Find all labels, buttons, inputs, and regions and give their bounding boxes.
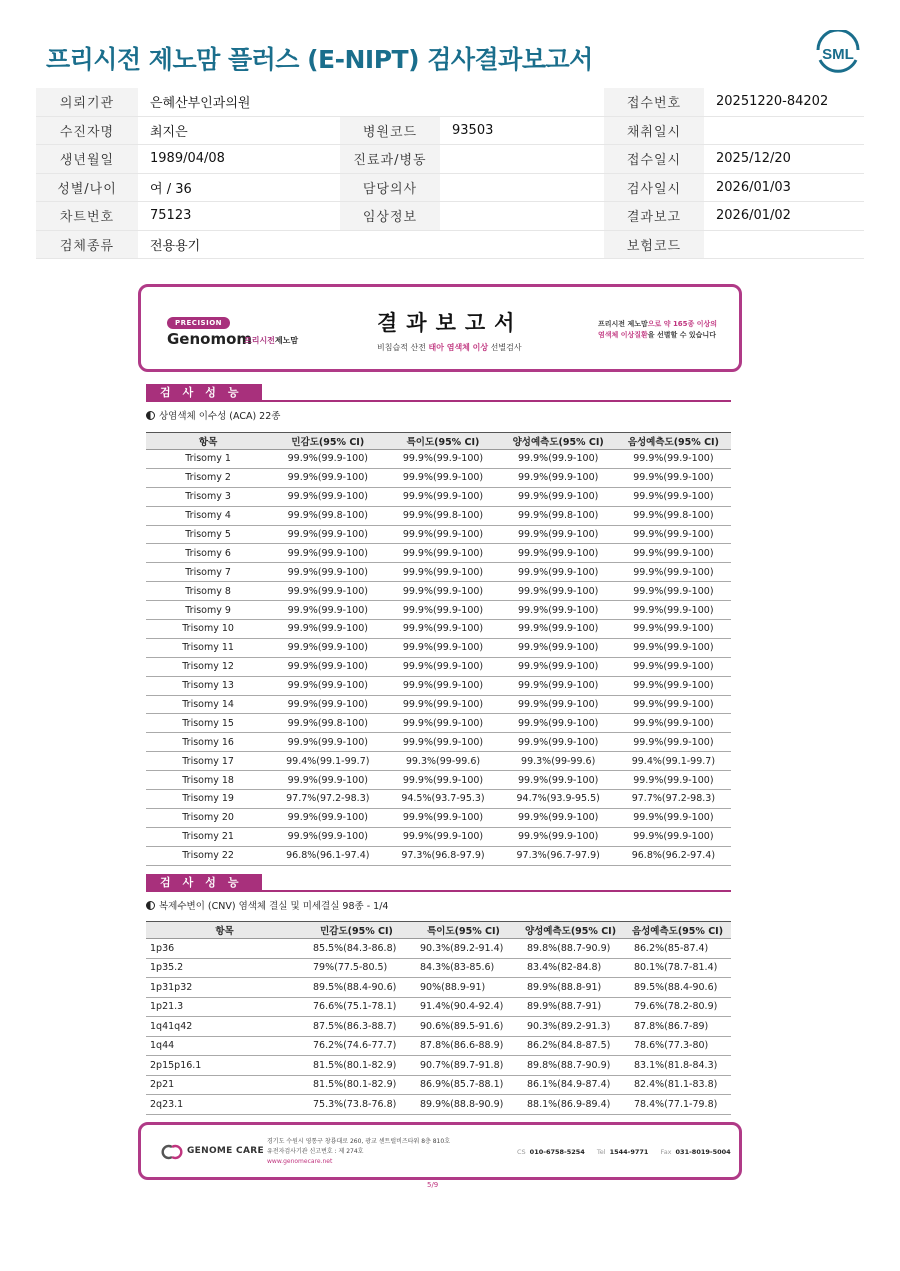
value-cell: 78.6%(77.3-80): [624, 1036, 731, 1056]
value-cell: 99.9%(99.9-100): [616, 676, 731, 695]
column-header: 음성예측도(95% CI): [624, 922, 731, 939]
value-cell: 99.9%(99.9-100): [616, 620, 731, 639]
info-value: 2026/01/03: [716, 179, 791, 195]
item-name-cell: Trisomy 17: [146, 752, 270, 771]
value-cell: 99.9%(99.9-100): [385, 638, 500, 657]
info-value: 전용용기: [150, 238, 201, 254]
value-cell: 99.9%(99.9-100): [616, 638, 731, 657]
info-row: [36, 174, 864, 203]
item-name-cell: Trisomy 9: [146, 601, 270, 620]
value-cell: 99.9%(99.8-100): [501, 506, 616, 525]
value-cell: 97.7%(97.2-98.3): [616, 790, 731, 809]
value-cell: 87.8%(86.7-89): [624, 1017, 731, 1037]
item-name-cell: Trisomy 13: [146, 676, 270, 695]
value-cell: 99.9%(99.9-100): [501, 450, 616, 469]
value-cell: 81.5%(80.1-82.9): [303, 1056, 410, 1076]
value-cell: 99.9%(99.9-100): [270, 808, 385, 827]
value-cell: 86.9%(85.7-88.1): [410, 1075, 517, 1095]
item-name-cell: 2q23.1: [146, 1095, 303, 1115]
footer-address: 경기도 수원시 영통구 창룡대로 260, 광교 센트럴비즈타워 8층 810호 유전자검사기관 신고번호 : 제 274호 www.genomecare.net: [267, 1138, 450, 1165]
table-row: [146, 563, 731, 582]
value-cell: 78.4%(77.1-79.8): [624, 1095, 731, 1115]
value-cell: 99.9%(99.9-100): [616, 771, 731, 790]
value-cell: 99.9%(99.9-100): [616, 525, 731, 544]
item-name-cell: Trisomy 6: [146, 544, 270, 563]
info-row: [36, 145, 864, 174]
genome-care-name: GENOME CARE: [187, 1146, 264, 1156]
sml-logo-icon: [812, 30, 864, 76]
patient-info-table: [36, 88, 864, 259]
value-cell: 99.9%(99.9-100): [501, 487, 616, 506]
table-row: [146, 506, 731, 525]
section-header-aca: [146, 384, 731, 402]
value-cell: 99.9%(99.9-100): [270, 544, 385, 563]
column-header: 양성예측도(95% CI): [501, 433, 616, 450]
value-cell: 84.3%(83-85.6): [410, 958, 517, 978]
table-row: [146, 620, 731, 639]
item-name-cell: Trisomy 10: [146, 620, 270, 639]
table-row: [146, 676, 731, 695]
section-tag: 검사성능: [146, 384, 262, 402]
value-cell: 99.9%(99.9-100): [270, 620, 385, 639]
item-name-cell: Trisomy 7: [146, 563, 270, 582]
value-cell: 86.2%(85-87.4): [624, 939, 731, 959]
info-label: 수진자명: [36, 117, 138, 145]
report-footer: [138, 1122, 742, 1180]
footer-website[interactable]: www.genomecare.net: [267, 1158, 333, 1165]
table-row: [146, 733, 731, 752]
info-label: 담당의사: [340, 174, 440, 202]
value-cell: 99.9%(99.9-100): [385, 620, 500, 639]
item-name-cell: Trisomy 22: [146, 846, 270, 865]
half-circle-icon: [146, 411, 155, 420]
column-header: 특이도(95% CI): [385, 433, 500, 450]
value-cell: 76.6%(75.1-78.1): [303, 997, 410, 1017]
info-value: 최지은: [150, 124, 188, 140]
value-cell: 99.9%(99.9-100): [501, 582, 616, 601]
table-row: [146, 771, 731, 790]
value-cell: 99.9%(99.8-100): [270, 506, 385, 525]
info-value: [440, 231, 604, 259]
info-value: 은혜산부인과의원: [150, 96, 251, 112]
item-name-cell: 2p21: [146, 1075, 303, 1095]
item-name-cell: 1q44: [146, 1036, 303, 1056]
value-cell: 99.9%(99.9-100): [385, 601, 500, 620]
value-cell: 85.5%(84.3-86.8): [303, 939, 410, 959]
item-name-cell: Trisomy 20: [146, 808, 270, 827]
table-row: [146, 997, 731, 1017]
value-cell: 91.4%(90.4-92.4): [410, 997, 517, 1017]
info-label: [340, 88, 440, 116]
table-row: [146, 582, 731, 601]
cnv-performance-table: [146, 921, 731, 1115]
value-cell: 99.9%(99.9-100): [270, 563, 385, 582]
info-label: 병원코드: [340, 117, 440, 145]
value-cell: 90.3%(89.2-91.4): [410, 939, 517, 959]
value-cell: 99.9%(99.9-100): [501, 695, 616, 714]
table-row: [146, 1017, 731, 1037]
table-row: [146, 601, 731, 620]
item-name-cell: 1p31p32: [146, 978, 303, 998]
value-cell: 99.9%(99.9-100): [616, 544, 731, 563]
value-cell: 99.9%(99.9-100): [270, 468, 385, 487]
value-cell: 89.9%(88.7-91): [517, 997, 624, 1017]
table-row: [146, 525, 731, 544]
value-cell: 96.8%(96.1-97.4): [270, 846, 385, 865]
value-cell: 81.5%(80.1-82.9): [303, 1075, 410, 1095]
value-cell: 99.9%(99.9-100): [501, 657, 616, 676]
info-label: 생년월일: [36, 145, 138, 173]
value-cell: 99.9%(99.9-100): [270, 582, 385, 601]
value-cell: 99.9%(99.9-100): [616, 487, 731, 506]
info-value: 여 / 36: [150, 181, 192, 197]
table-row: [146, 695, 731, 714]
info-label: 검사일시: [604, 174, 704, 202]
genome-care-logo-icon: [161, 1144, 183, 1160]
item-name-cell: Trisomy 5: [146, 525, 270, 544]
value-cell: 99.9%(99.9-100): [616, 827, 731, 846]
value-cell: 99.9%(99.9-100): [385, 487, 500, 506]
item-name-cell: Trisomy 18: [146, 771, 270, 790]
item-name-cell: Trisomy 21: [146, 827, 270, 846]
value-cell: 99.9%(99.9-100): [270, 487, 385, 506]
genomom-sub: 프리시전제노맘: [244, 336, 299, 345]
page-number: 5/9: [427, 1181, 439, 1189]
value-cell: 99.9%(99.9-100): [270, 771, 385, 790]
info-value: [440, 174, 604, 202]
half-circle-icon: [146, 901, 155, 910]
table-row: [146, 978, 731, 998]
info-value: [440, 145, 604, 173]
table-row: [146, 1056, 731, 1076]
value-cell: 99.9%(99.9-100): [501, 827, 616, 846]
value-cell: 99.9%(99.9-100): [616, 714, 731, 733]
value-cell: 99.9%(99.9-100): [385, 733, 500, 752]
value-cell: 99.9%(99.9-100): [616, 601, 731, 620]
value-cell: 97.3%(96.7-97.9): [501, 846, 616, 865]
value-cell: 99.9%(99.9-100): [385, 827, 500, 846]
info-value: [704, 117, 864, 145]
value-cell: 99.9%(99.9-100): [385, 582, 500, 601]
value-cell: 99.9%(99.9-100): [270, 827, 385, 846]
info-value: 1989/04/08: [150, 151, 225, 167]
value-cell: 99.9%(99.9-100): [616, 582, 731, 601]
table-row: [146, 808, 731, 827]
item-name-cell: Trisomy 19: [146, 790, 270, 809]
value-cell: 79.6%(78.2-80.9): [624, 997, 731, 1017]
value-cell: 99.9%(99.9-100): [270, 525, 385, 544]
column-header: 항목: [146, 922, 303, 939]
info-row: [36, 117, 864, 146]
info-label: 성별/나이: [36, 174, 138, 202]
value-cell: 87.8%(86.6-88.9): [410, 1036, 517, 1056]
value-cell: 99.9%(99.9-100): [385, 714, 500, 733]
info-label: 채취일시: [604, 117, 704, 145]
section-caption-aca: 상염색체 이수성 (ACA) 22종: [146, 408, 280, 422]
value-cell: 99.9%(99.9-100): [270, 657, 385, 676]
value-cell: 90.7%(89.7-91.8): [410, 1056, 517, 1076]
value-cell: 99.9%(99.9-100): [501, 620, 616, 639]
info-label: 진료과/병동: [340, 145, 440, 173]
value-cell: 83.4%(82-84.8): [517, 958, 624, 978]
value-cell: 99.9%(99.9-100): [501, 563, 616, 582]
value-cell: 82.4%(81.1-83.8): [624, 1075, 731, 1095]
info-label: 의뢰기관: [36, 88, 138, 116]
table-row: [146, 544, 731, 563]
value-cell: 99.4%(99.1-99.7): [270, 752, 385, 771]
item-name-cell: Trisomy 8: [146, 582, 270, 601]
value-cell: 75.3%(73.8-76.8): [303, 1095, 410, 1115]
info-value: [440, 88, 604, 116]
info-value: 2026/01/02: [716, 208, 791, 224]
banner-note: 프리시전 제노맘으로 약 165종 이상의 염색체 이상질환을 선별할 수 있습니다: [598, 320, 718, 339]
value-cell: 99.9%(99.9-100): [501, 733, 616, 752]
value-cell: 99.9%(99.9-100): [270, 601, 385, 620]
info-label: 접수번호: [604, 88, 704, 116]
value-cell: 76.2%(74.6-77.7): [303, 1036, 410, 1056]
table-row: [146, 487, 731, 506]
value-cell: 99.9%(99.9-100): [616, 733, 731, 752]
value-cell: 87.5%(86.3-88.7): [303, 1017, 410, 1037]
value-cell: 99.9%(99.9-100): [501, 525, 616, 544]
value-cell: 99.9%(99.9-100): [270, 450, 385, 469]
info-label: 결과보고: [604, 202, 704, 230]
value-cell: 99.9%(99.9-100): [501, 714, 616, 733]
info-value: 2025/12/20: [716, 151, 791, 167]
info-label: 보험코드: [604, 231, 704, 259]
value-cell: 99.9%(99.9-100): [501, 544, 616, 563]
value-cell: 99.9%(99.9-100): [501, 808, 616, 827]
table-row: [146, 1095, 731, 1115]
item-name-cell: Trisomy 3: [146, 487, 270, 506]
value-cell: 89.9%(88.8-91): [517, 978, 624, 998]
value-cell: 99.9%(99.9-100): [385, 771, 500, 790]
column-header: 음성예측도(95% CI): [616, 433, 731, 450]
value-cell: 99.9%(99.9-100): [501, 676, 616, 695]
genomom-logo: Genomom: [167, 330, 253, 348]
info-value: [440, 202, 604, 230]
table-row: [146, 638, 731, 657]
value-cell: 89.5%(88.4-90.6): [624, 978, 731, 998]
value-cell: 96.8%(96.2-97.4): [616, 846, 731, 865]
report-subtitle: 비침습적 산전 태아 염색체 이상 선별검사: [377, 343, 522, 352]
section-header-cnv: [146, 874, 731, 892]
value-cell: 99.9%(99.9-100): [270, 733, 385, 752]
info-row: [36, 231, 864, 260]
value-cell: 94.5%(93.7-95.3): [385, 790, 500, 809]
table-row: [146, 1075, 731, 1095]
item-name-cell: 1p21.3: [146, 997, 303, 1017]
value-cell: 80.1%(78.7-81.4): [624, 958, 731, 978]
value-cell: 89.5%(88.4-90.6): [303, 978, 410, 998]
value-cell: 99.9%(99.9-100): [616, 468, 731, 487]
value-cell: 94.7%(93.9-95.5): [501, 790, 616, 809]
table-row: [146, 939, 731, 959]
value-cell: 79%(77.5-80.5): [303, 958, 410, 978]
item-name-cell: Trisomy 15: [146, 714, 270, 733]
value-cell: 99.9%(99.8-100): [616, 506, 731, 525]
value-cell: 89.9%(88.8-90.9): [410, 1095, 517, 1115]
value-cell: 86.1%(84.9-87.4): [517, 1075, 624, 1095]
footer-contact: CS 010-6758-5254 Tel 1544-9771 Fax 031-8019-5004: [517, 1148, 731, 1156]
value-cell: 99.3%(99-99.6): [385, 752, 500, 771]
item-name-cell: 1p35.2: [146, 958, 303, 978]
value-cell: 88.1%(86.9-89.4): [517, 1095, 624, 1115]
value-cell: 97.3%(96.8-97.9): [385, 846, 500, 865]
value-cell: 99.9%(99.9-100): [270, 695, 385, 714]
value-cell: 99.9%(99.9-100): [385, 450, 500, 469]
value-cell: 83.1%(81.8-84.3): [624, 1056, 731, 1076]
value-cell: 86.2%(84.8-87.5): [517, 1036, 624, 1056]
report-banner: [138, 284, 742, 372]
item-name-cell: Trisomy 16: [146, 733, 270, 752]
value-cell: 99.9%(99.8-100): [385, 506, 500, 525]
info-value: 20251220-84202: [716, 94, 829, 110]
column-header: 양성예측도(95% CI): [517, 922, 624, 939]
value-cell: 99.9%(99.9-100): [385, 676, 500, 695]
item-name-cell: Trisomy 1: [146, 450, 270, 469]
item-name-cell: Trisomy 4: [146, 506, 270, 525]
page-title: 프리시전 제노맘 플러스 (E-NIPT) 검사결과보고서: [46, 45, 593, 74]
info-label: 접수일시: [604, 145, 704, 173]
item-name-cell: 1p36: [146, 939, 303, 959]
value-cell: 99.9%(99.9-100): [385, 525, 500, 544]
table-row: [146, 846, 731, 865]
info-row: [36, 202, 864, 231]
value-cell: 99.9%(99.9-100): [501, 638, 616, 657]
info-label: 검체종류: [36, 231, 138, 259]
item-name-cell: Trisomy 11: [146, 638, 270, 657]
value-cell: 99.9%(99.8-100): [270, 714, 385, 733]
value-cell: 89.8%(88.7-90.9): [517, 939, 624, 959]
column-header: 민감도(95% CI): [270, 433, 385, 450]
aca-performance-table: [146, 432, 731, 866]
precision-badge: PRECISION: [167, 317, 230, 329]
value-cell: 99.9%(99.9-100): [616, 808, 731, 827]
report-title: 결과보고서: [377, 311, 524, 335]
section-caption-cnv: 복제수변이 (CNV) 염색체 결실 및 미세결실 98종 - 1/4: [146, 898, 388, 912]
report-page: [138, 284, 742, 1189]
value-cell: 99.9%(99.9-100): [385, 657, 500, 676]
table-row: [146, 468, 731, 487]
value-cell: 99.9%(99.9-100): [385, 563, 500, 582]
column-header: 항목: [146, 433, 270, 450]
column-header: 특이도(95% CI): [410, 922, 517, 939]
item-name-cell: Trisomy 14: [146, 695, 270, 714]
value-cell: 99.9%(99.9-100): [616, 450, 731, 469]
item-name-cell: Trisomy 12: [146, 657, 270, 676]
table-row: [146, 790, 731, 809]
value-cell: 99.9%(99.9-100): [616, 563, 731, 582]
info-row: [36, 88, 864, 117]
info-label: 임상정보: [340, 202, 440, 230]
value-cell: 97.7%(97.2-98.3): [270, 790, 385, 809]
value-cell: 99.9%(99.9-100): [616, 695, 731, 714]
value-cell: 90.6%(89.5-91.6): [410, 1017, 517, 1037]
value-cell: 99.9%(99.9-100): [270, 676, 385, 695]
info-value: 93503: [452, 122, 494, 138]
info-label: 차트번호: [36, 202, 138, 230]
table-row: [146, 827, 731, 846]
svg-text:SML: SML: [822, 46, 854, 63]
table-row: [146, 714, 731, 733]
value-cell: 90.3%(89.2-91.3): [517, 1017, 624, 1037]
table-row: [146, 958, 731, 978]
value-cell: 99.9%(99.9-100): [616, 657, 731, 676]
value-cell: 99.9%(99.9-100): [385, 544, 500, 563]
item-name-cell: 2p15p16.1: [146, 1056, 303, 1076]
value-cell: 99.3%(99-99.6): [501, 752, 616, 771]
value-cell: 99.9%(99.9-100): [270, 638, 385, 657]
value-cell: 99.9%(99.9-100): [501, 468, 616, 487]
info-value: 75123: [150, 208, 192, 224]
value-cell: 99.4%(99.1-99.7): [616, 752, 731, 771]
value-cell: 89.8%(88.7-90.9): [517, 1056, 624, 1076]
value-cell: 99.9%(99.9-100): [501, 601, 616, 620]
value-cell: 99.9%(99.9-100): [385, 695, 500, 714]
column-header: 민감도(95% CI): [303, 922, 410, 939]
info-value: [704, 231, 864, 259]
value-cell: 99.9%(99.9-100): [385, 808, 500, 827]
value-cell: 99.9%(99.9-100): [385, 468, 500, 487]
section-tag: 검사성능: [146, 874, 262, 892]
info-label: [340, 231, 440, 259]
table-row: [146, 450, 731, 469]
value-cell: 99.9%(99.9-100): [501, 771, 616, 790]
table-row: [146, 752, 731, 771]
table-row: [146, 1036, 731, 1056]
table-row: [146, 657, 731, 676]
item-name-cell: 1q41q42: [146, 1017, 303, 1037]
item-name-cell: Trisomy 2: [146, 468, 270, 487]
value-cell: 90%(88.9-91): [410, 978, 517, 998]
